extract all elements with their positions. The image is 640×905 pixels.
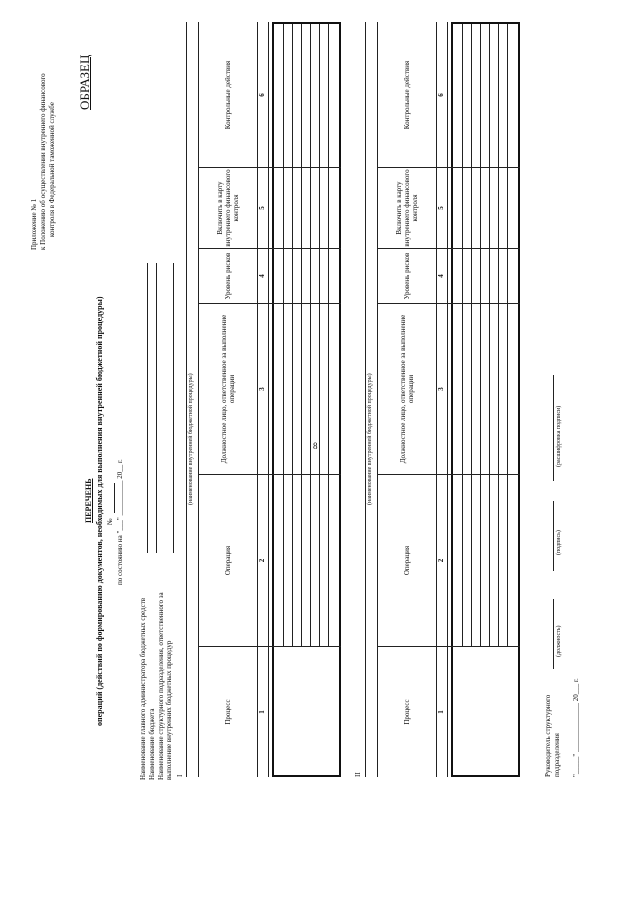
- table-2-header-risk: Уровень рисков: [402, 252, 411, 300]
- section-2-caption: (наименование внутренней бюджетной процедуры): [367, 373, 373, 505]
- field-admin-line: [147, 263, 148, 553]
- appendix-line-3: контроля в Федеральной таможенной службе: [48, 102, 56, 237]
- footer-head-2: подразделения: [553, 733, 561, 777]
- table-1-body-bottom: [339, 22, 341, 777]
- table-2-header-official: Должностное лицо, ответственное за выполнение операции: [398, 314, 415, 464]
- table-1-header-control: Контрольные действия: [223, 60, 232, 130]
- table-1-header-operation: Операция: [223, 545, 232, 576]
- page-number: 8: [313, 441, 318, 451]
- sample-stamp: ОБРАЗЕЦ: [77, 54, 92, 110]
- appendix-line-2: к Положению об осуществлении внутреннего финансового: [39, 73, 47, 250]
- section-2-line: [365, 22, 366, 777]
- table-2-body-bottom: [518, 22, 520, 777]
- table-2-col-line: [377, 248, 520, 249]
- table-1-num-4: 4: [258, 274, 266, 278]
- table-2-num-2: 2: [437, 558, 445, 563]
- footer-decoding-caption: (расшифровка подписи): [556, 405, 562, 467]
- table-2-num-4: 4: [437, 274, 445, 278]
- table-1-left-border: [272, 775, 341, 777]
- table-2-row-line: [489, 22, 490, 646]
- table-1-header-official: Должностное лицо, ответственное за выполнение операции: [219, 314, 236, 464]
- decoding-line: [553, 375, 554, 481]
- table-2-row-line: [480, 22, 481, 646]
- table-1-right-border: [272, 22, 341, 24]
- table-1-row-line: [310, 22, 311, 646]
- table-2-col-line: [377, 646, 520, 647]
- table-2-num-1: 1: [437, 710, 445, 714]
- table-1-header-include: Включить в карту внутреннего финансового контроля: [215, 169, 241, 247]
- table-2-row-line: [471, 22, 472, 646]
- field-unit-2: выполнение внутренних бюджетных процедур: [165, 640, 173, 780]
- table-1-col-line: [198, 248, 341, 249]
- table-1-num-3: 3: [258, 387, 266, 391]
- footer-head-1: Руководитель структурного: [544, 694, 552, 777]
- table-1-num-2: 2: [258, 558, 266, 563]
- field-unit-line: [173, 263, 174, 553]
- table-1-header-process: Процесс: [223, 699, 232, 725]
- table-1-col-line: [198, 474, 341, 475]
- table-1-header-risk: Уровень рисков: [223, 252, 232, 300]
- table-2-col-line: [377, 303, 520, 304]
- table-1-row-line: [283, 22, 284, 646]
- table-2-header-control: Контрольные действия: [402, 60, 411, 130]
- table-2-row-line: [498, 22, 499, 646]
- table-2-row-line: [507, 22, 508, 646]
- document-subtitle: операций (действий по формированию документов, необходимых для выполнения внутренней бюджетной процедуры): [95, 296, 104, 726]
- field-budget: Наименование бюджета: [148, 708, 156, 780]
- table-1-col-line: [198, 303, 341, 304]
- table-1-row-line: [319, 22, 320, 646]
- table-1-row-line: [301, 22, 302, 646]
- field-admin: Наименование главного администратора бюджетных средств: [139, 597, 147, 780]
- table-1-num-1: 1: [258, 710, 266, 714]
- table-2-row-line: [462, 22, 463, 646]
- document-title: ПЕРЕЧЕНЬ: [84, 478, 93, 523]
- table-1-col-line: [198, 167, 341, 168]
- table-1-number-row-bottom: [268, 22, 269, 777]
- table-2-body-top: [451, 22, 453, 777]
- section-1-caption: (наименование внутренней бюджетной процедуры): [188, 373, 194, 505]
- table-1-row-line: [292, 22, 293, 646]
- table-2-header-include: Включить в карту внутреннего финансового контроля: [394, 169, 420, 247]
- section-1-numeral: I: [176, 774, 184, 777]
- table-2-number-row-bottom: [447, 22, 448, 777]
- field-budget-line: [156, 263, 157, 553]
- signature-line: [553, 501, 554, 571]
- table-2-header-process: Процесс: [402, 699, 411, 725]
- table-2-num-3: 3: [437, 387, 445, 391]
- footer-signature-caption: (подпись): [556, 530, 562, 555]
- table-2-header-operation: Операция: [402, 545, 411, 576]
- appendix-line-1: Приложение № 1: [30, 198, 38, 250]
- table-2-col-line: [377, 474, 520, 475]
- table-2-left-border: [451, 775, 520, 777]
- table-1-num-6: 6: [258, 93, 266, 97]
- section-2-numeral: II: [354, 772, 362, 777]
- table-1-col-line: [198, 646, 341, 647]
- table-1-body-top: [272, 22, 274, 777]
- table-1-row-line: [328, 22, 329, 646]
- footer-date: "_____" ______________ 20___ г.: [572, 678, 580, 777]
- table-2-num-6: 6: [437, 93, 445, 97]
- table-2-num-5: 5: [437, 206, 445, 210]
- table-2-right-border: [451, 22, 520, 24]
- field-unit-1: Наименование структурного подразделения, ответственного за: [157, 592, 165, 780]
- section-1-line: [186, 22, 187, 777]
- position-line: [553, 599, 554, 669]
- document-date: по состоянию на "___" __________ 20__ г.: [116, 459, 124, 585]
- footer-position-caption: (должность): [556, 625, 562, 657]
- number-underline: [114, 483, 115, 513]
- document-number: №: [106, 518, 114, 525]
- table-1-num-5: 5: [258, 206, 266, 210]
- table-2-col-line: [377, 167, 520, 168]
